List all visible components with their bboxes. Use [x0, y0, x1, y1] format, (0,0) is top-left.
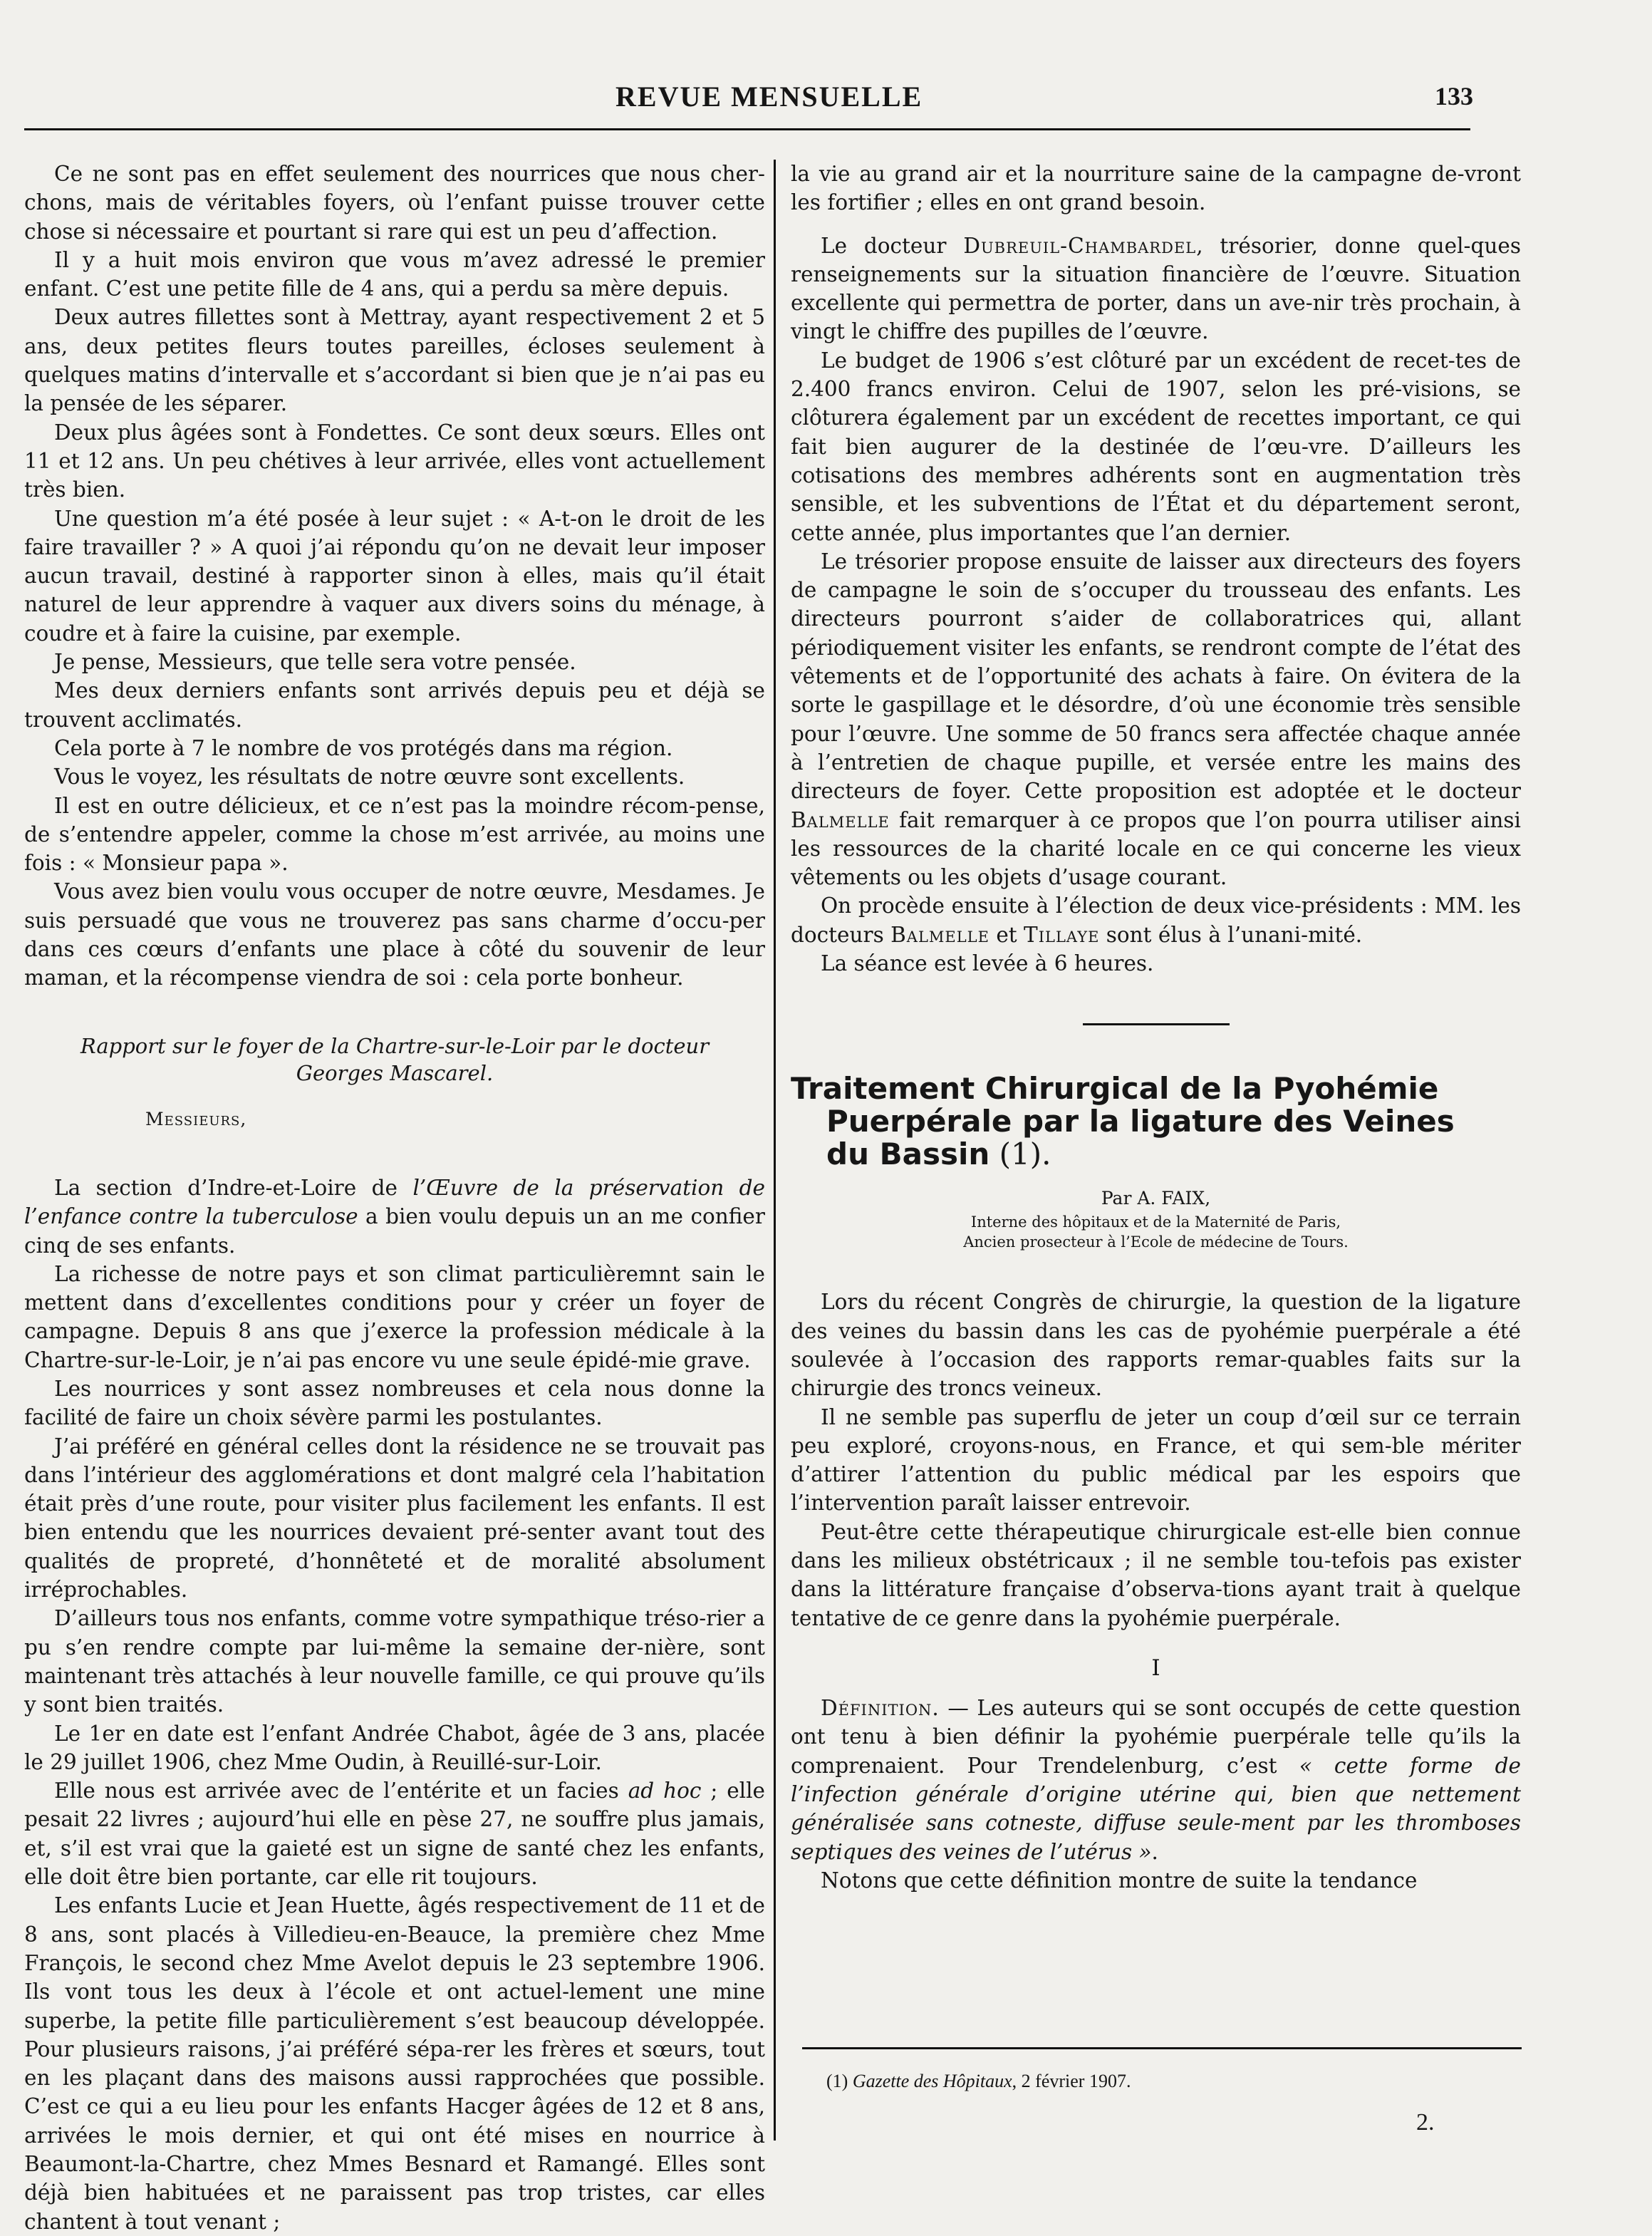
- person-name: Dubreuil-Chambardel: [963, 233, 1197, 258]
- person-name: Tillaye: [1024, 922, 1100, 947]
- left-paragraph: Je pense, Messieurs, que telle sera votre pensée.: [54, 650, 576, 675]
- left-paragraph: Vous avez bien voulu vous occuper de notre œuvre, Mesdames. Je suis persuadé que vous ne trouverez pas sans charme d’occu-per dans ces cœurs d’enfants une place à côté du souvenir de leur maman, et la récompense viendra de soi : cela porte bonheur.: [24, 879, 765, 990]
- person-name: Balmelle: [890, 922, 989, 947]
- footnote: [826, 2071, 1131, 2092]
- report-paragraph: Les nourrices y sont assez nombreuses et cela nous donne la facilité de faire un choix sévère parmi les postulantes.: [24, 1376, 765, 1430]
- article-paragraph: Notons que cette définition montre de suite la tendance: [821, 1868, 1418, 1893]
- article-paragraph: Peut-être cette thérapeutique chirurgicale est-elle bien connue dans les milieux obstétricaux ; il ne semble tou-tefois pas exister dans la littérature française d’observa-tions ayant trait à quelque tentative de ce genre dans la pyohémie puerpérale.: [791, 1519, 1521, 1630]
- report-paragraph: D’ailleurs tous nos enfants, comme votre sympathique tréso-rier a pu s’en rendre compte par lui-même la semaine der-nière, sont maintenant très attachés à leur nouvelle famille, ce qui prouve qu’ils y sont bien traités.: [24, 1606, 765, 1717]
- footnote-date: , 2 février 1907.: [1012, 2071, 1131, 2091]
- report-paragraph: Le 1er en date est l’enfant Andrée Chabot, âgée de 3 ans, placée le 29 juillet 1906, chez Mme Oudin, à Reuillé-sur-Loir.: [24, 1721, 765, 1774]
- report-title: [24, 1032, 765, 1087]
- definition-end: .: [1151, 1839, 1158, 1864]
- article-title: [791, 1072, 1521, 1171]
- sheet-number: 2.: [1416, 2109, 1435, 2136]
- article-paragraph: Lors du récent Congrès de chirurgie, la question de la ligature des veines du bassin dans les cas de pyohémie puerpérale a été soulevée à l’occasion des rapports remar-quables faits sur la chirurgie des troncs veineux.: [791, 1290, 1521, 1401]
- page-number: 133: [1435, 82, 1473, 110]
- ad-hoc-term: ad hoc: [628, 1779, 702, 1803]
- paragraph-text: fait remarquer à ce propos que l’on pourra utiliser ainsi les ressources de la charité locale en ce qui concerne les vieux vêtements ou les objets d’usage courant.: [791, 807, 1521, 890]
- closing-paragraph: La séance est levée à 6 heures.: [821, 951, 1154, 976]
- paragraph-text: Le trésorier propose ensuite de laisser aux directeurs des foyers de campagne le soin de s’occuper du trousseau des enfants. Les directeurs pourront s’aider de collaboratrices qui, allant périodiquement visiter les enfants, se rendront compte de l’état des vêtements et de l’opportunité des achats à faire. On évitera de la sorte le gaspillage et le désordre, d’où une économie très sensible pour l’œuvre. Une somme de 50 francs sera affectée chaque année à l’entretien de chaque pupille, et versée entre les mains des directeurs de foyer. Cette proposition est adoptée et le docteur: [791, 549, 1521, 804]
- salutation: Messieurs,: [145, 1108, 247, 1129]
- left-paragraph: Deux autres fillettes sont à Mettray, ayant respectivement 2 et 5 ans, deux petites fleurs toutes pareilles, écloses seulement à quelques matins d’intervalle et s’accordant si bien que je n’ai pas eu la pensée de les séparer.: [24, 305, 765, 416]
- report-author-line: Georges Mascarel.: [296, 1060, 494, 1085]
- report-paragraph: Les enfants Lucie et Jean Huette, âgés respectivement de 11 et de 8 ans, sont placés à Villedieu-en-Beauce, la première chez Mme François, le second chez Mme Avelot depuis le 23 septembre 1906. Ils vont tous les deux à l’école et ont actuel-lement une mine superbe, la petite fille particulièrement s’est beaucoup développée. Pour plusieurs raisons, j’ai préféré sépa-rer les frères et sœurs, tout en les plaçant dans des maisons aussi rapprochées que possible. C’est ce qui a eu lieu pour les enfants Hacger âgées de 12 et 8 ans, arrivées le mois dernier, et qui ont été mises en nourrice à Beaumont-la-Chartre, chez Mmes Besnard et Ramangé. Elles sont déjà bien habituées et ne paraissent pas trop tristes, car elles chantent à tout venant ;: [24, 1893, 765, 2234]
- report-text: La section d’Indre-et-Loire de: [54, 1175, 413, 1200]
- paragraph-text: On procède ensuite à l’élection de deux vice-présidents : MM. les docteurs: [791, 894, 1521, 947]
- article-title-line: Puerpérale par la ligature des Veines: [826, 1104, 1455, 1139]
- header-rule: [24, 128, 1470, 130]
- election-paragraph: [791, 891, 1521, 949]
- footnote-number: (1): [826, 2071, 848, 2091]
- column-divider: [774, 160, 776, 2141]
- article-title-line: [791, 1138, 1521, 1171]
- left-paragraph: Il est en outre délicieux, et ce n’est pas la moindre récom-pense, de s’entendre appeler, comme la chose m’est arrivée, au moins une fois : « Monsieur papa ».: [24, 793, 765, 876]
- article-paragraph: Il ne semble pas superflu de jeter un coup d’œil sur ce terrain peu exploré, croyons-nous, en France, et qui sem-ble mériter d’attirer l’attention du public médical par les espoirs que l’intervention paraît laisser entrevoir.: [791, 1404, 1521, 1516]
- paragraph-text: Le docteur: [821, 233, 964, 258]
- article-title-text: du Bassin: [826, 1137, 990, 1172]
- budget-paragraph: Le budget de 1906 s’est clôturé par un excédent de recet-tes de 2.400 francs environ. Celui de 1907, selon les pré-visions, se clôturera également par un excédent de recettes important, ce qui fait bien augurer de la destinée de l’œu-vre. D’ailleurs les cotisations des membres adhérents sont en augmentation très sensible, et les subventions de l’État et du département seront, cette année, plus importantes que l’an dernier.: [791, 348, 1521, 545]
- section-rule: [1083, 1023, 1230, 1025]
- report-paragraph: [24, 1776, 765, 1891]
- definition-quote: « cette forme de l’infection générale d’origine utérine qui, bien que nettement généralisée sans cotneste, diffuse seule-ment par les thromboses septiques des veines de l’utérus »: [791, 1753, 1521, 1864]
- definition-text: — Les auteurs qui se sont occupés de cette question ont tenu à bien définir la pyohémie puerpérale telle qu’ils la comprenaient. Pour Trendelenburg, c’est: [791, 1696, 1521, 1778]
- report-text: a bien voulu depuis un an me confier cinq de ses enfants.: [24, 1204, 765, 1258]
- left-paragraph: Il y a huit mois environ que vous m’avez adressé le premier enfant. C’est une petite fille de 4 ans, qui a perdu sa mère depuis.: [24, 247, 765, 301]
- footnote-source: Gazette des Hôpitaux: [852, 2071, 1012, 2091]
- left-paragraph: Ce ne sont pas en effet seulement des nourrices que nous cher-chons, mais de véritables foyers, où l’enfant puisse trouver cette chose si nécessaire et pourtant si rare qui est un peu d’affection.: [24, 162, 765, 244]
- work-name: l’Œuvre de la préservation de l’enfance contre la tuberculose: [24, 1175, 765, 1229]
- report-title-line: Rapport sur le foyer de la Chartre-sur-le-Loir par le docteur: [80, 1033, 710, 1058]
- left-paragraph: Cela porte à 7 le nombre de vos protégés dans ma région.: [54, 735, 673, 760]
- left-paragraph: Deux plus âgées sont à Fondettes. Ce sont deux sœurs. Elles ont 11 et 12 ans. Un peu chétives à leur arrivée, elles vont actuellement très bien.: [24, 420, 765, 502]
- byline: Par A. FAIX,: [1101, 1188, 1211, 1209]
- left-column: [24, 160, 765, 2236]
- definition-label: Définition.: [821, 1696, 940, 1721]
- running-title: REVUE MENSUELLE: [615, 81, 923, 113]
- report-paragraph: [24, 1174, 765, 1260]
- left-paragraph: Une question m’a été posée à leur sujet : « A-t-on le droit de les faire travailler ? » A quoi j’ai répondu qu’on ne devait leur imposer aucun travail, destiné à rapporter sinon à elles, mais qu’il était naturel de leur apprendre à vaquer aux divers soins du ménage, à coudre et à faire la cuisine, par exemple.: [24, 506, 765, 646]
- left-paragraph: Vous le voyez, les résultats de notre œuvre sont excellents.: [54, 765, 685, 790]
- footnote-reference: (1).: [989, 1137, 1051, 1172]
- definition-paragraph: [791, 1694, 1521, 1866]
- paragraph-text: et: [989, 922, 1024, 947]
- article-title-line: Traitement Chirurgical de la Pyohémie: [791, 1071, 1439, 1107]
- left-paragraph: Mes deux derniers enfants sont arrivés depuis peu et déjà se trouvent acclimatés.: [24, 678, 765, 732]
- proposal-paragraph: [791, 547, 1521, 892]
- report-text: Elle nous est arrivée avec de l’entérite et un facies: [54, 1779, 628, 1803]
- person-name: Balmelle: [791, 807, 890, 832]
- right-column: [791, 160, 1521, 1895]
- footnote-rule: [802, 2047, 1522, 2049]
- affiliation: Ancien prosecteur à l’Ecole de médecine de Tours.: [963, 1233, 1349, 1251]
- affiliation: Interne des hôpitaux et de la Maternité de Paris,: [970, 1213, 1341, 1231]
- section-number: I: [1151, 1655, 1160, 1681]
- paragraph-text: sont élus à l’unani-mité.: [1099, 922, 1363, 947]
- report-paragraph: La richesse de notre pays et son climat particulièremnt sain le mettent dans d’excellentes conditions pour y créer un foyer de campagne. Depuis 8 ans que j’exerce la profession médicale à la Chartre-sur-le-Loir, je n’ai pas encore vu une seule épidé-mie grave.: [24, 1261, 765, 1372]
- report-text: ; elle pesait 22 livres ; aujourd’hui elle en pèse 27, ne souffre plus jamais, et, s’il est vrai que la gaieté est un signe de santé chez les enfants, elle doit être bien portante, car elle rit toujours.: [24, 1779, 765, 1890]
- continued-paragraph: la vie au grand air et la nourriture saine de la campagne de-vront les fortifier ; elles en ont grand besoin.: [791, 162, 1521, 215]
- page-header: [24, 74, 1473, 134]
- paragraph-text: , trésorier, donne quel-ques renseignements sur la situation financière de l’œuvre. Situation excellente qui permettra de porter, dans un ave-nir très prochain, à vingt le chiffre des pupilles de l’œuvre.: [791, 233, 1521, 344]
- report-paragraph: J’ai préféré en général celles dont la résidence ne se trouvait pas dans l’intérieur des agglomérations et dont malgré cela l’habitation était près d’une route, pour visiter plus facilement les enfants. Il est bien entendu que les nourrices devaient pré-senter avant tout des qualités de propreté, d’honnêteté et de moralité absolument irréprochables.: [24, 1434, 765, 1603]
- treasurer-paragraph: [791, 232, 1521, 346]
